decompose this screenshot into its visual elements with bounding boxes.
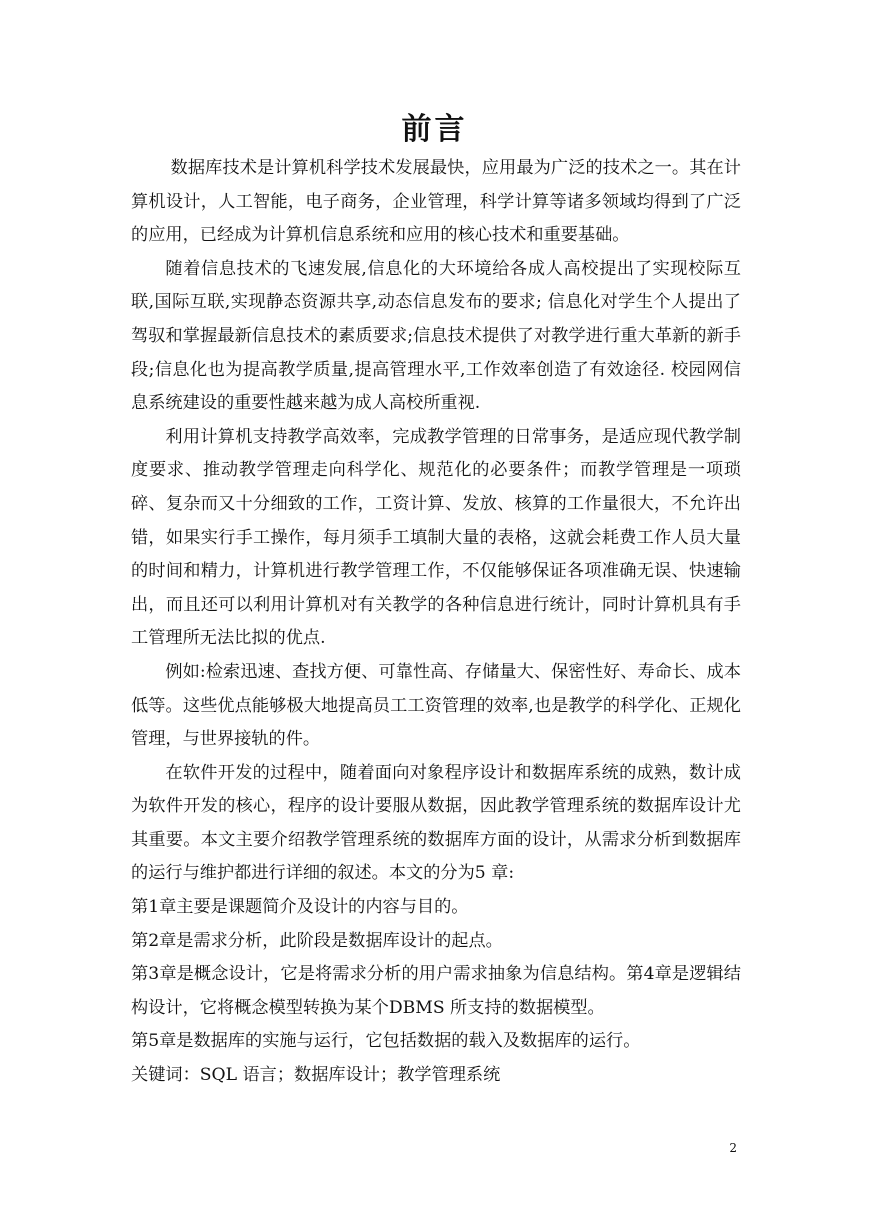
chapter-5-summary: 第5章是数据库的实施与运行，它包括数据的载入及数据库的运行。 [131, 1031, 641, 1052]
paragraph-computer-management: 利用计算机支持教学高效率，完成教学管理的日常事务，是适应现代教学制度要求、推动教学管理走向科学化、规范化的必要条件；而教学管理是一项琐碎、复杂而又十分细致的工作，工资计算、发放、核算的工作量很大，不允许出错，如果实行手工操作，每月须手工填制大量的表格，这就会耗费工作人员大量的时间和精力，计算机进行教学管理工作，不仅能够保证各项准确无误、快速输出，而且还可以利用计算机对有关教学的各种信息进行统计，同时计算机具有手工管理所无法比拟的优点. [131, 426, 741, 649]
keywords: 关键词：SQL 语言；数据库设计；教学管理系统 [131, 1065, 501, 1086]
chapter-3-4-summary: 第3章是概念设计，它是将需求分析的用户需求抽象为信息结构。第4章是逻辑结构设计，它将概念模型转换为某个DBMS 所支持的数据模型。 [131, 964, 741, 1018]
body-text [131, 152, 741, 1093]
chapter-2-summary: 第2章是需求分析，此阶段是数据库设计的起点。 [131, 930, 503, 951]
paragraph-advantages: 例如:检索迅速、查找方便、可靠性高、存储量大、保密性好、寿命长、成本低等。这些优点能够极大地提高员工工资管理的效率,也是教学的科学化、正规化管理，与世界接轨的件。 [131, 661, 741, 750]
page-number: 2 [729, 1141, 737, 1155]
chapter-1-summary: 第1章主要是课题简介及设计的内容与目的。 [131, 897, 469, 918]
paragraph-intro: 数据库技术是计算机科学技术发展最快，应用最为广泛的技术之一。其在计算机设计，人工智能，电子商务，企业管理，科学计算等诸多领域均得到了广泛的应用，已经成为计算机信息系统和应用的核心技术和重要基础。 [131, 158, 741, 246]
paragraph-informatization: 随着信息技术的飞速发展,信息化的大环境给各成人高校提出了实现校际互联,国际互联,实现静态资源共享,动态信息发布的要求; 信息化对学生个人提出了驾驭和掌握最新信息技术的素质要求;信息技术提供了对教学进行重大革新的新手段;信息化也为提高教学质量,提高管理水平,工作效率创造了有效途径. 校园网信息系统建设的重要性越来越为成人高校所重视. [131, 258, 741, 414]
page-title: 前言 [401, 112, 468, 147]
paragraph-software-development: 在软件开发的过程中，随着面向对象程序设计和数据库系统的成熟，数计成为软件开发的核心，程序的设计要服从数据，因此教学管理系统的数据库设计尤其重要。本文主要介绍教学管理系统的数据库方面的设计，从需求分析到数据库的运行与维护都进行详细的叙述。本文的分为5 章: [131, 762, 741, 884]
